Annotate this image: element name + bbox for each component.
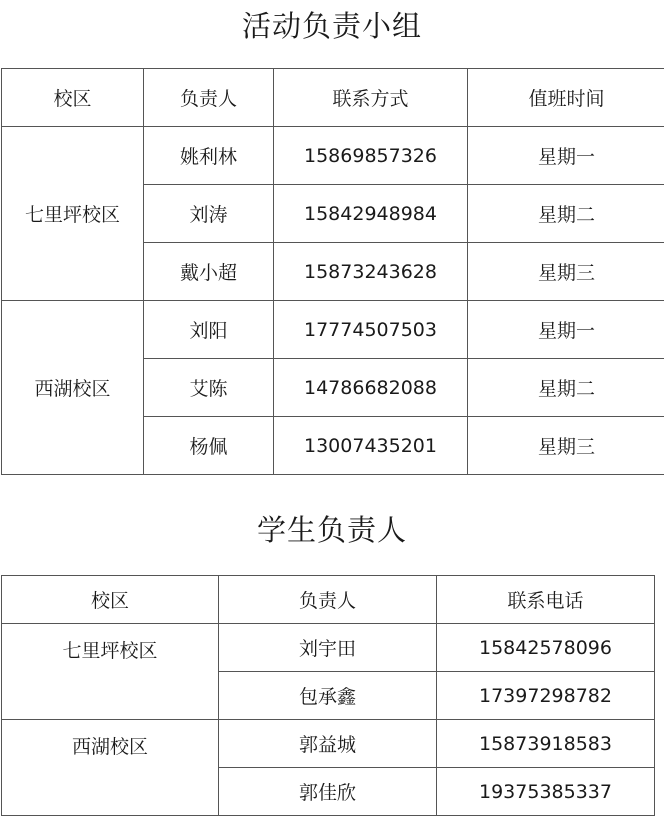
person-cell: 姚利林 (144, 127, 274, 185)
person-cell: 郭益城 (219, 720, 437, 768)
table-row (2, 624, 655, 672)
activity-group-title: 活动负责小组 (241, 9, 422, 43)
person-cell: 刘阳 (144, 301, 274, 359)
student-leaders-table (1, 575, 655, 816)
duty-cell: 星期一 (468, 301, 664, 359)
campus-cell: 七里坪校区 (2, 127, 144, 301)
duty-cell: 星期二 (468, 185, 664, 243)
table-header-row (2, 576, 655, 624)
phone-cell: 15842578096 (437, 624, 655, 672)
person-cell: 艾陈 (144, 359, 274, 417)
header-campus: 校区 (2, 576, 219, 624)
table-row (2, 127, 664, 185)
header-duty-time: 值班时间 (468, 69, 664, 127)
person-cell: 刘涛 (144, 185, 274, 243)
person-cell: 杨佩 (144, 417, 274, 475)
phone-cell: 13007435201 (274, 417, 468, 475)
person-cell: 郭佳欣 (219, 768, 437, 816)
campus-cell: 七里坪校区 (2, 624, 219, 720)
header-person: 负责人 (219, 576, 437, 624)
phone-cell: 14786682088 (274, 359, 468, 417)
campus-cell: 西湖校区 (2, 301, 144, 475)
header-phone: 联系电话 (437, 576, 655, 624)
phone-cell: 15842948984 (274, 185, 468, 243)
duty-cell: 星期三 (468, 243, 664, 301)
header-person: 负责人 (144, 69, 274, 127)
campus-cell: 西湖校区 (2, 720, 219, 816)
student-leaders-title: 学生负责人 (256, 513, 407, 547)
duty-cell: 星期三 (468, 417, 664, 475)
table-header-row (2, 69, 664, 127)
phone-cell: 15873918583 (437, 720, 655, 768)
activity-group-table (1, 68, 664, 475)
duty-cell: 星期二 (468, 359, 664, 417)
person-cell: 包承鑫 (219, 672, 437, 720)
person-cell: 戴小超 (144, 243, 274, 301)
duty-cell: 星期一 (468, 127, 664, 185)
phone-cell: 15869857326 (274, 127, 468, 185)
phone-cell: 15873243628 (274, 243, 468, 301)
header-contact: 联系方式 (274, 69, 468, 127)
phone-cell: 17397298782 (437, 672, 655, 720)
person-cell: 刘宇田 (219, 624, 437, 672)
phone-cell: 17774507503 (274, 301, 468, 359)
table-row (2, 301, 664, 359)
table-row (2, 720, 655, 768)
phone-cell: 19375385337 (437, 768, 655, 816)
header-campus: 校区 (2, 69, 144, 127)
